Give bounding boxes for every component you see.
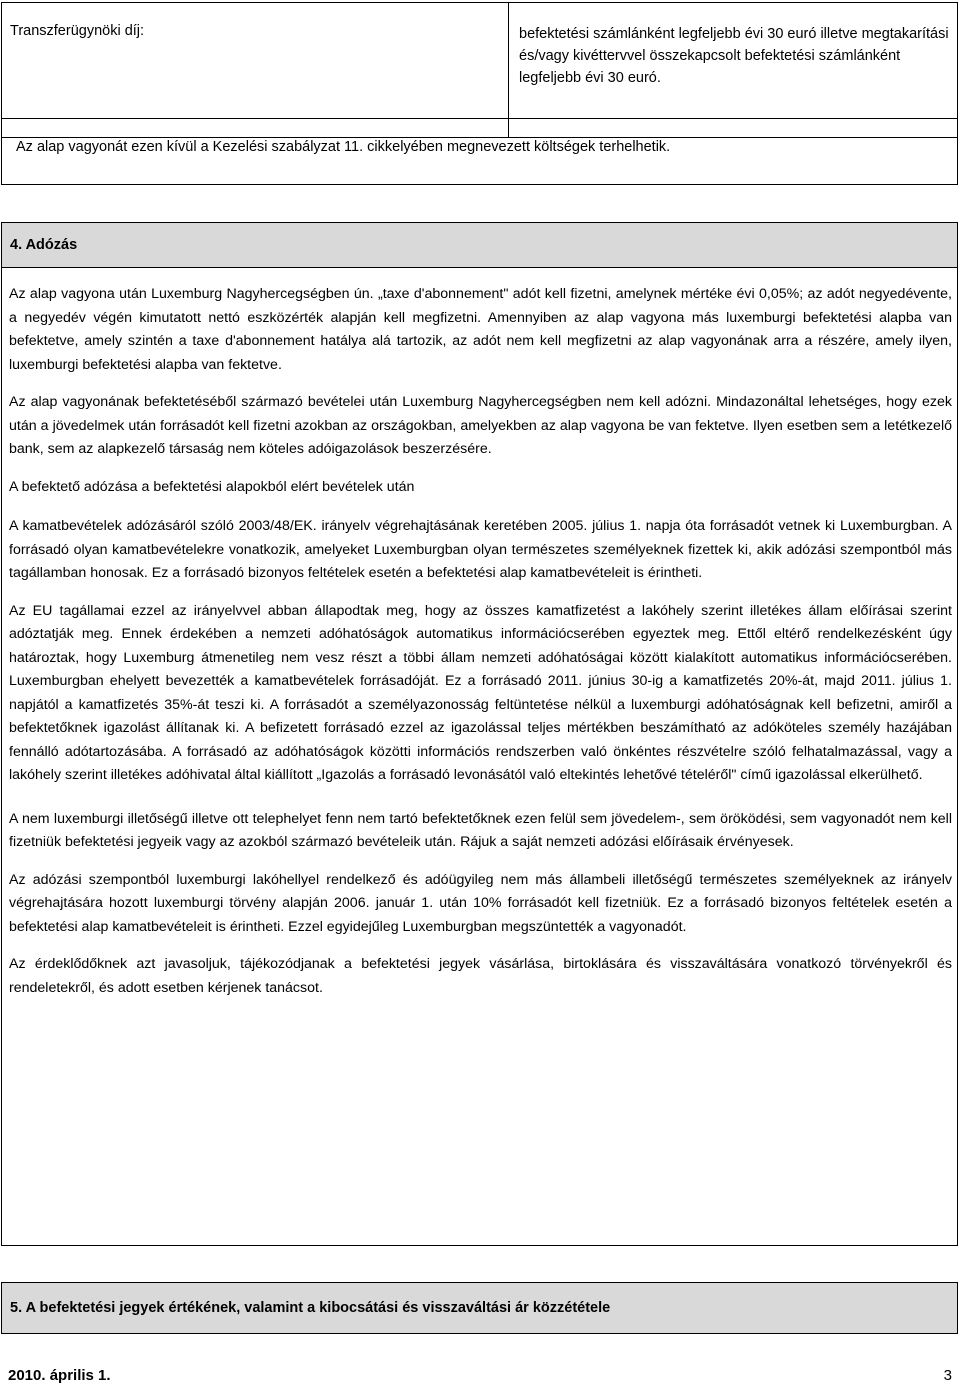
paragraph: A nem luxemburgi illetőségű illetve ott telephelyet fenn nem tartó befektetőknek ezen felül sem jövedelem-, sem öröködési, sem vagyonadót nem kell fizetniük befektetési jegyeik vagy az azokból származó bevételeik után. Rájuk a saját nemzeti adózási előírásaik érvényesek. [9,810,952,850]
paragraph: Az adózási szempontból luxemburgi lakóhellyel rendelkező és adóügyileg nem más állambeli illetőségű természetes személyeknek az irányelv végrehajtására hozott luxemburgi törvény alapján 2006. január 1. után 10% forrásadót kell fizetniük. Ez a forrásadó bizonyos feltételek esetén a befektetési alap kamatbevételeit is érintheti. Ezzel egyidejűleg Luxemburgban megszüntették a vagyonadót. [9,871,952,935]
paragraph: Az EU tagállamai ezzel az irányelvvel abban állapodtak meg, hogy az összes kamatfizetést a lakóhely szerint illetékes állam előírásai szerint adóztatják meg. Ennek érdekében a nemzeti adóhatóságok automatikus információcserében egyeztek meg. Ettől eltérő rendelkezésként úgy határoztak, hogy Luxemburg átmenetileg nem vesz részt a többi állam nemzeti adóhatóságai között kialakított automatikus információcserében. Luxemburgban ehelyett bevezették a kamatbevételek forrásadóját. Ez a forrásadó 2011. június 30-ig a kamatfizetés 20%-át, majd 2011. július 1. napjától a kamatfizetés 35%-át teszi ki. A forrásadót a személyazonosság feltüntetése nélkül a luxemburgi adóhatóságnak kell befizetni, amiről a befektetőknek igazolást állítanak ki. A befizetett forrásadó ezzel az igazolással teljes mértékben beszámítható az adóköteles személy hazájában fennálló adótartozásába. A forrásadó az adóhatóságok közötti információs rendszerben való önkéntes részvételre szóló felhatalmazással, vagy a lakóhely szerint illetékes adóhivatal által kiállított „Igazolás a forrásadó levonásától való eltekintés lehetővé tételéről" című igazolással elkerülhető. [9,602,952,783]
cost-note-box [1,118,958,185]
subheading: A befektető adózása a befektetési alapokból elért bevételek után [9,478,415,495]
section-4-title: 4. Adózás [10,237,78,253]
section-5-header [1,1282,958,1334]
page-number: 3 [943,1367,952,1384]
section-5-title: 5. A befektetési jegyek értékének, valamint a kibocsátási és visszaváltási ár közzététele [10,1300,611,1316]
fee-label: Transzferügynöki díj: [2,3,509,138]
paragraph: Az érdeklődőknek azt javasoljuk, tájékozódjanak a befektetési jegyek vásárlása, birtoklására és visszaváltására vonatkozó törvényekről és rendeletekről, és adott esetben kérjenek tanácsot. [9,956,952,996]
section-4-header [1,222,958,268]
section-4-content [9,283,952,1014]
footer-date: 2010. április 1. [8,1367,111,1384]
cost-note: Az alap vagyonát ezen kívül a Kezelési szabályzat 11. cikkelyében megnevezett költségek terhelhetik. [16,139,671,155]
paragraph: Az alap vagyonának befektetéséből származó bevételei után Luxemburg Nagyhercegségben nem kell adózni. Mindazonáltal lehetséges, hogy ezek után a jövedelmek után forrásadót kell fizetni azokban az országokban, amelyekben az alap vagyona be van fektetve. Ilyen esetben sem a letétkezelő bank, sem az alapkezelő társaság nem köteles adóigazolások beszerzésére. [9,394,952,457]
fee-value: befektetési számlánként legfeljebb évi 30 euró illetve megtakarítási és/vagy kivéttervvel összekapcsolt befektetési számlánként legfeljebb évi 30 euró. [509,3,958,138]
paragraph: A kamatbevételek adózásáról szóló 2003/48/EK. irányelv végrehajtásának keretében 2005. július 1. napja óta forrásadót vetnek ki Luxemburgban. A forrásadó olyan kamatbevételekre vonatkozik, amelyeket Luxemburgban olyan természetes személyeknek fizettek ki, akik adózási szempontból más tagállamban honosak. Ez a forrásadó bizonyos feltételek esetén a befektetési alap kamatbevételeit is érintheti. [9,518,952,581]
paragraph: Az alap vagyona után Luxemburg Nagyhercegségben ún. „taxe d'abonnement" adót kell fizetni, amelynek mértéke évi 0,05%; az adót negyedévente, a negyedév végén kimutatott nettó eszközérték alapján kell megfizetni. Amennyiben az alap vagyona más luxemburgi befektetési alapba van befektetve, amely szintén a taxe d'abonnement hatálya alá tartozik, az adót nem kell megfizetni az alap vagyonának arra a részére, amely ilyen, luxemburgi befektetési alapba van fektetve. [9,286,952,373]
